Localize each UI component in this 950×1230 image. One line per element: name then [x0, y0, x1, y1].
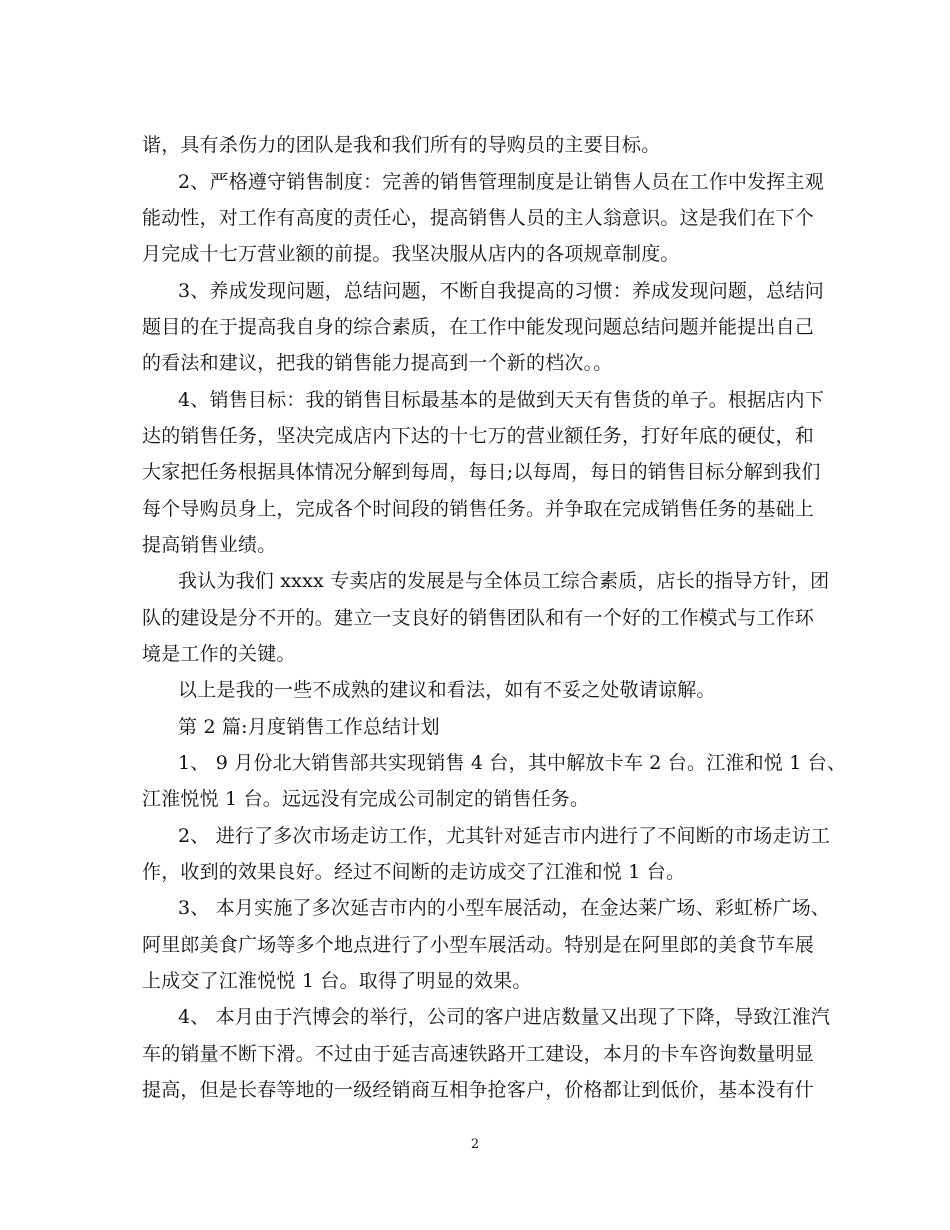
text-line: 车的销量不断下滑。不过由于延吉高速铁路开工建设，本月的卡车咨询数量明显 [142, 1043, 815, 1065]
text-line: 大家把任务根据具体情况分解到每周，每日;以每周，每日的销售目标分解到我们 [142, 461, 821, 483]
text-line: 谐，具有杀伤力的团队是我和我们所有的导购员的主要目标。 [142, 134, 661, 156]
text-line: 提高，但是长春等地的一级经销商互相争抢客户，价格都让到低价，基本没有什 [142, 1079, 815, 1101]
text-line: 1、 9 月份北大销售部共实现销售 4 台，其中解放卡车 2 台。江淮和悦 1 台、 [178, 752, 847, 774]
text-line: 上成交了江淮悦悦 1 台。取得了明显的效果。 [142, 970, 532, 992]
text-line: 的看法和建议，把我的销售能力提高到一个新的档次。。 [142, 352, 613, 374]
text-line: 达的销售任务，坚决完成店内下达的十七万的营业额任务，打好年底的硬仗，和 [142, 425, 815, 447]
text-line: 2、 进行了多次市场走访工作，尤其针对延吉市内进行了不间断的市场走访工 [178, 825, 831, 847]
text-line: 境是工作的关键。 [142, 643, 296, 665]
text-line: 4、 本月由于汽博会的举行，公司的客户进店数量又出现了下降，导致江淮汽 [178, 1006, 831, 1028]
page-number: 2 [470, 1137, 480, 1152]
text-line: 2、严格遵守销售制度：完善的销售管理制度是让销售人员在工作中发挥主观 [178, 171, 824, 193]
text-line: 3、养成发现问题，总结问题，不断自我提高的习惯：养成发现问题，总结问 [178, 280, 824, 302]
text-line: 能动性，对工作有高度的责任心，提高销售人员的主人翁意识。这是我们在下个 [142, 207, 815, 229]
text-line: 我认为我们 xxxx 专卖店的发展是与全体员工综合素质，店长的指导方针，团 [178, 570, 830, 592]
text-line: 以上是我的一些不成熟的建议和看法，如有不妥之处敬请谅解。 [178, 679, 716, 701]
text-line: 每个导购员身上，完成各个时间段的销售任务。并争取在完成销售任务的基础上 [142, 498, 815, 520]
text-line: 江淮悦悦 1 台。远远没有完成公司制定的销售任务。 [142, 788, 590, 810]
text-line: 题目的在于提高我自身的综合素质，在工作中能发现问题总结问题并能提出自己 [142, 316, 815, 338]
text-line: 月完成十七万营业额的前提。我坚决服从店内的各项规章制度。 [142, 243, 680, 265]
text-line: 3、 本月实施了多次延吉市内的小型车展活动，在金达莱广场、彩虹桥广场、 [178, 897, 831, 919]
section-heading: 第 2 篇:月度销售工作总结计划 [178, 716, 440, 738]
text-line: 提高销售业绩。 [142, 534, 277, 556]
text-line: 作，收到的效果良好。经过不间断的走访成交了江淮和悦 1 台。 [142, 861, 686, 883]
text-line: 队的建设是分不开的。建立一支良好的销售团队和有一个好的工作模式与工作环 [142, 607, 815, 629]
text-line: 阿里郎美食广场等多个地点进行了小型车展活动。特别是在阿里郎的美食节车展 [142, 934, 815, 956]
text-line: 4、销售目标：我的销售目标最基本的是做到天天有售货的单子。根据店内下 [178, 389, 824, 411]
